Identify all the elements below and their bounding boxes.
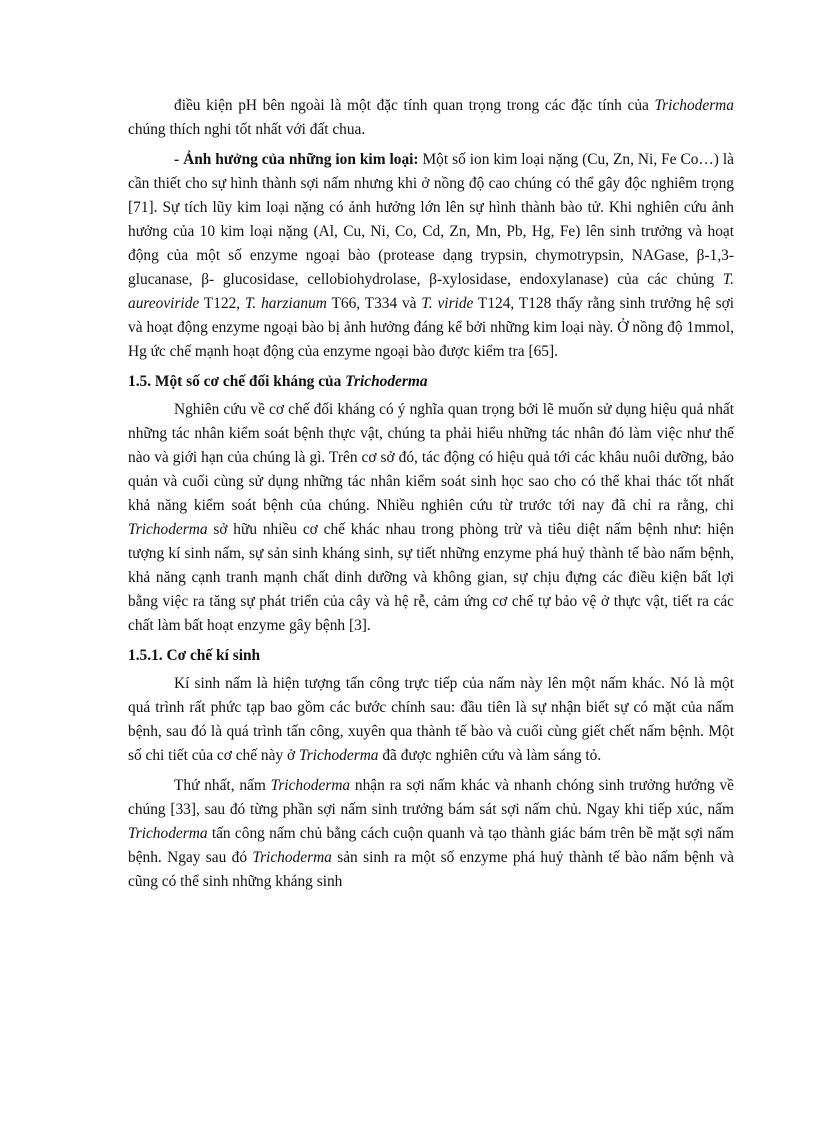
text-run: sản sinh ra một số enzyme phá huỷ thành tế bào nấm bệnh và cũng có thể sinh những kháng sinh xyxy=(128,849,734,890)
paragraph-lead-bold: - Ảnh hưởng của những ion kim loại: xyxy=(174,151,419,168)
italic-term: Trichoderma xyxy=(128,521,208,538)
section-heading-1-5-1: 1.5.1. Cơ chế kí sinh xyxy=(128,647,261,664)
italic-term: Trichoderma xyxy=(345,373,428,390)
paragraph-parasitism xyxy=(128,672,734,768)
text-run: Nghiên cứu về cơ chế đối kháng có ý nghĩa quan trọng bởi lẽ muốn sử dụng hiệu quả nhất những tác nhân kiểm soát bệnh thực vật, chúng ta phải hiểu những tác nhân đó làm việc như thế nào và giới hạn của chúng là gì. Trên cơ sở đó, tác động có hiệu quả tới các khâu nuôi dưỡng, bảo quản và cuối cùng sử dụng những tác nhân kiểm soát sinh học sao cho có thể khai thác tốt nhất khả năng kiểm soát bệnh của chúng. Nhiều nghiên cứu từ trước tới nay đã chỉ ra rằng, chi xyxy=(128,401,734,514)
italic-term: Trichoderma xyxy=(252,849,332,866)
text-run: tấn công nấm chủ bằng cách cuộn quanh và tạo thành giác bám trên bề mặt sợi nấm bệnh. Ngay sau đó xyxy=(128,825,734,866)
paragraph-metal-ions xyxy=(128,148,734,364)
section-heading-1-5 xyxy=(128,370,734,394)
text-run: Thứ nhất, nấm xyxy=(174,777,271,794)
paragraph-ph-conditions xyxy=(128,94,734,142)
italic-term: T. harzianum xyxy=(244,295,327,312)
text-run: sở hữu nhiều cơ chế khác nhau trong phòng trừ và tiêu diệt nấm bệnh như: hiện tượng kí sinh nấm, sự sản sinh kháng sinh, sự tiết những enzyme phá huỷ thành tế bào nấm bệnh, khả năng cạnh tranh mạnh chất dinh dưỡng và không gian, sự chịu đựng các điều kiện bất lợi bằng việc ra tăng sự phát triển của cây và hệ rễ, cảm ứng cơ chế tự bảo vệ ở thực vật, tiết ra các chất làm bất hoạt enzyme gây bệnh [3]. xyxy=(128,521,734,634)
text-run: đã được nghiên cứu và làm sáng tỏ. xyxy=(378,747,602,764)
text-run: Một số ion kim loại nặng (Cu, Zn, Ni, Fe Co…) là cần thiết cho sự hình thành sợi nấm nhưng khi ở nồng độ cao chúng có thể gây độc nghiêm trọng [71]. Sự tích lũy kim loại nặng có ảnh hưởng lớn lên sự hình thành bào tử. Khi nghiên cứu ảnh hưởng của 10 kim loại nặng (Al, Cu, Ni, Co, Cd, Zn, Mn, Pb, Hg, Fe) lên sinh trưởng và hoạt động của một số enzyme ngoại bào (protease dạng trypsin, chymotrypsin, NAGase, β-1,3-glucanase, β- glucosidase, cellobiohydrolase, β-xylosidase, endoxylanase) của các chủng xyxy=(128,151,734,288)
text-run: T122, xyxy=(199,295,245,312)
text-run: T124, T128 thấy rằng sinh trưởng hệ sợi và hoạt động enzyme ngoại bào bị ảnh hưởng đáng kể bởi những kim loại này. Ở nồng độ 1mmol, Hg ức chế mạnh hoạt động của enzyme ngoại bào được kiểm tra [65]. xyxy=(128,295,734,360)
italic-term: Trichoderma xyxy=(270,777,351,794)
italic-term: T. aureoviride xyxy=(128,271,734,312)
italic-term: Trichoderma xyxy=(654,97,734,114)
italic-term: Trichoderma xyxy=(298,747,379,764)
italic-term: Trichoderma xyxy=(128,825,208,842)
paragraph-first-step xyxy=(128,774,734,894)
text-run: điều kiện pH bên ngoài là một đặc tính quan trọng trong các đặc tính của xyxy=(174,97,649,114)
italic-term: T. viride xyxy=(421,295,474,312)
text-run: Kí sinh nấm là hiện tượng tấn công trực tiếp của nấm này lên một nấm khác. Nó là một quá trình rất phức tạp bao gồm các bước chính sau: đầu tiên là sự nhận biết sự có mặt của nấm bệnh, sau đó là quá trình tấn công, xuyên qua thành tế bào và cuối cùng giết chết nấm bệnh. Một số chi tiết của cơ chế này ở xyxy=(128,675,734,764)
text-run: nhận ra sợi nấm khác và nhanh chóng sinh trưởng hướng về chúng [33], sau đó từng phần sợi nấm sinh trưởng bám sát sợi nấm chủ. Ngay khi tiếp xúc, nấm xyxy=(128,777,735,818)
text-run: T66, T334 và xyxy=(326,295,422,312)
text-run: chúng thích nghi tốt nhất với đất chua. xyxy=(128,121,366,138)
heading-text: 1.5. Một số cơ chế đối kháng của xyxy=(128,373,346,390)
paragraph-antagonism xyxy=(128,398,734,638)
document-page xyxy=(128,94,734,900)
